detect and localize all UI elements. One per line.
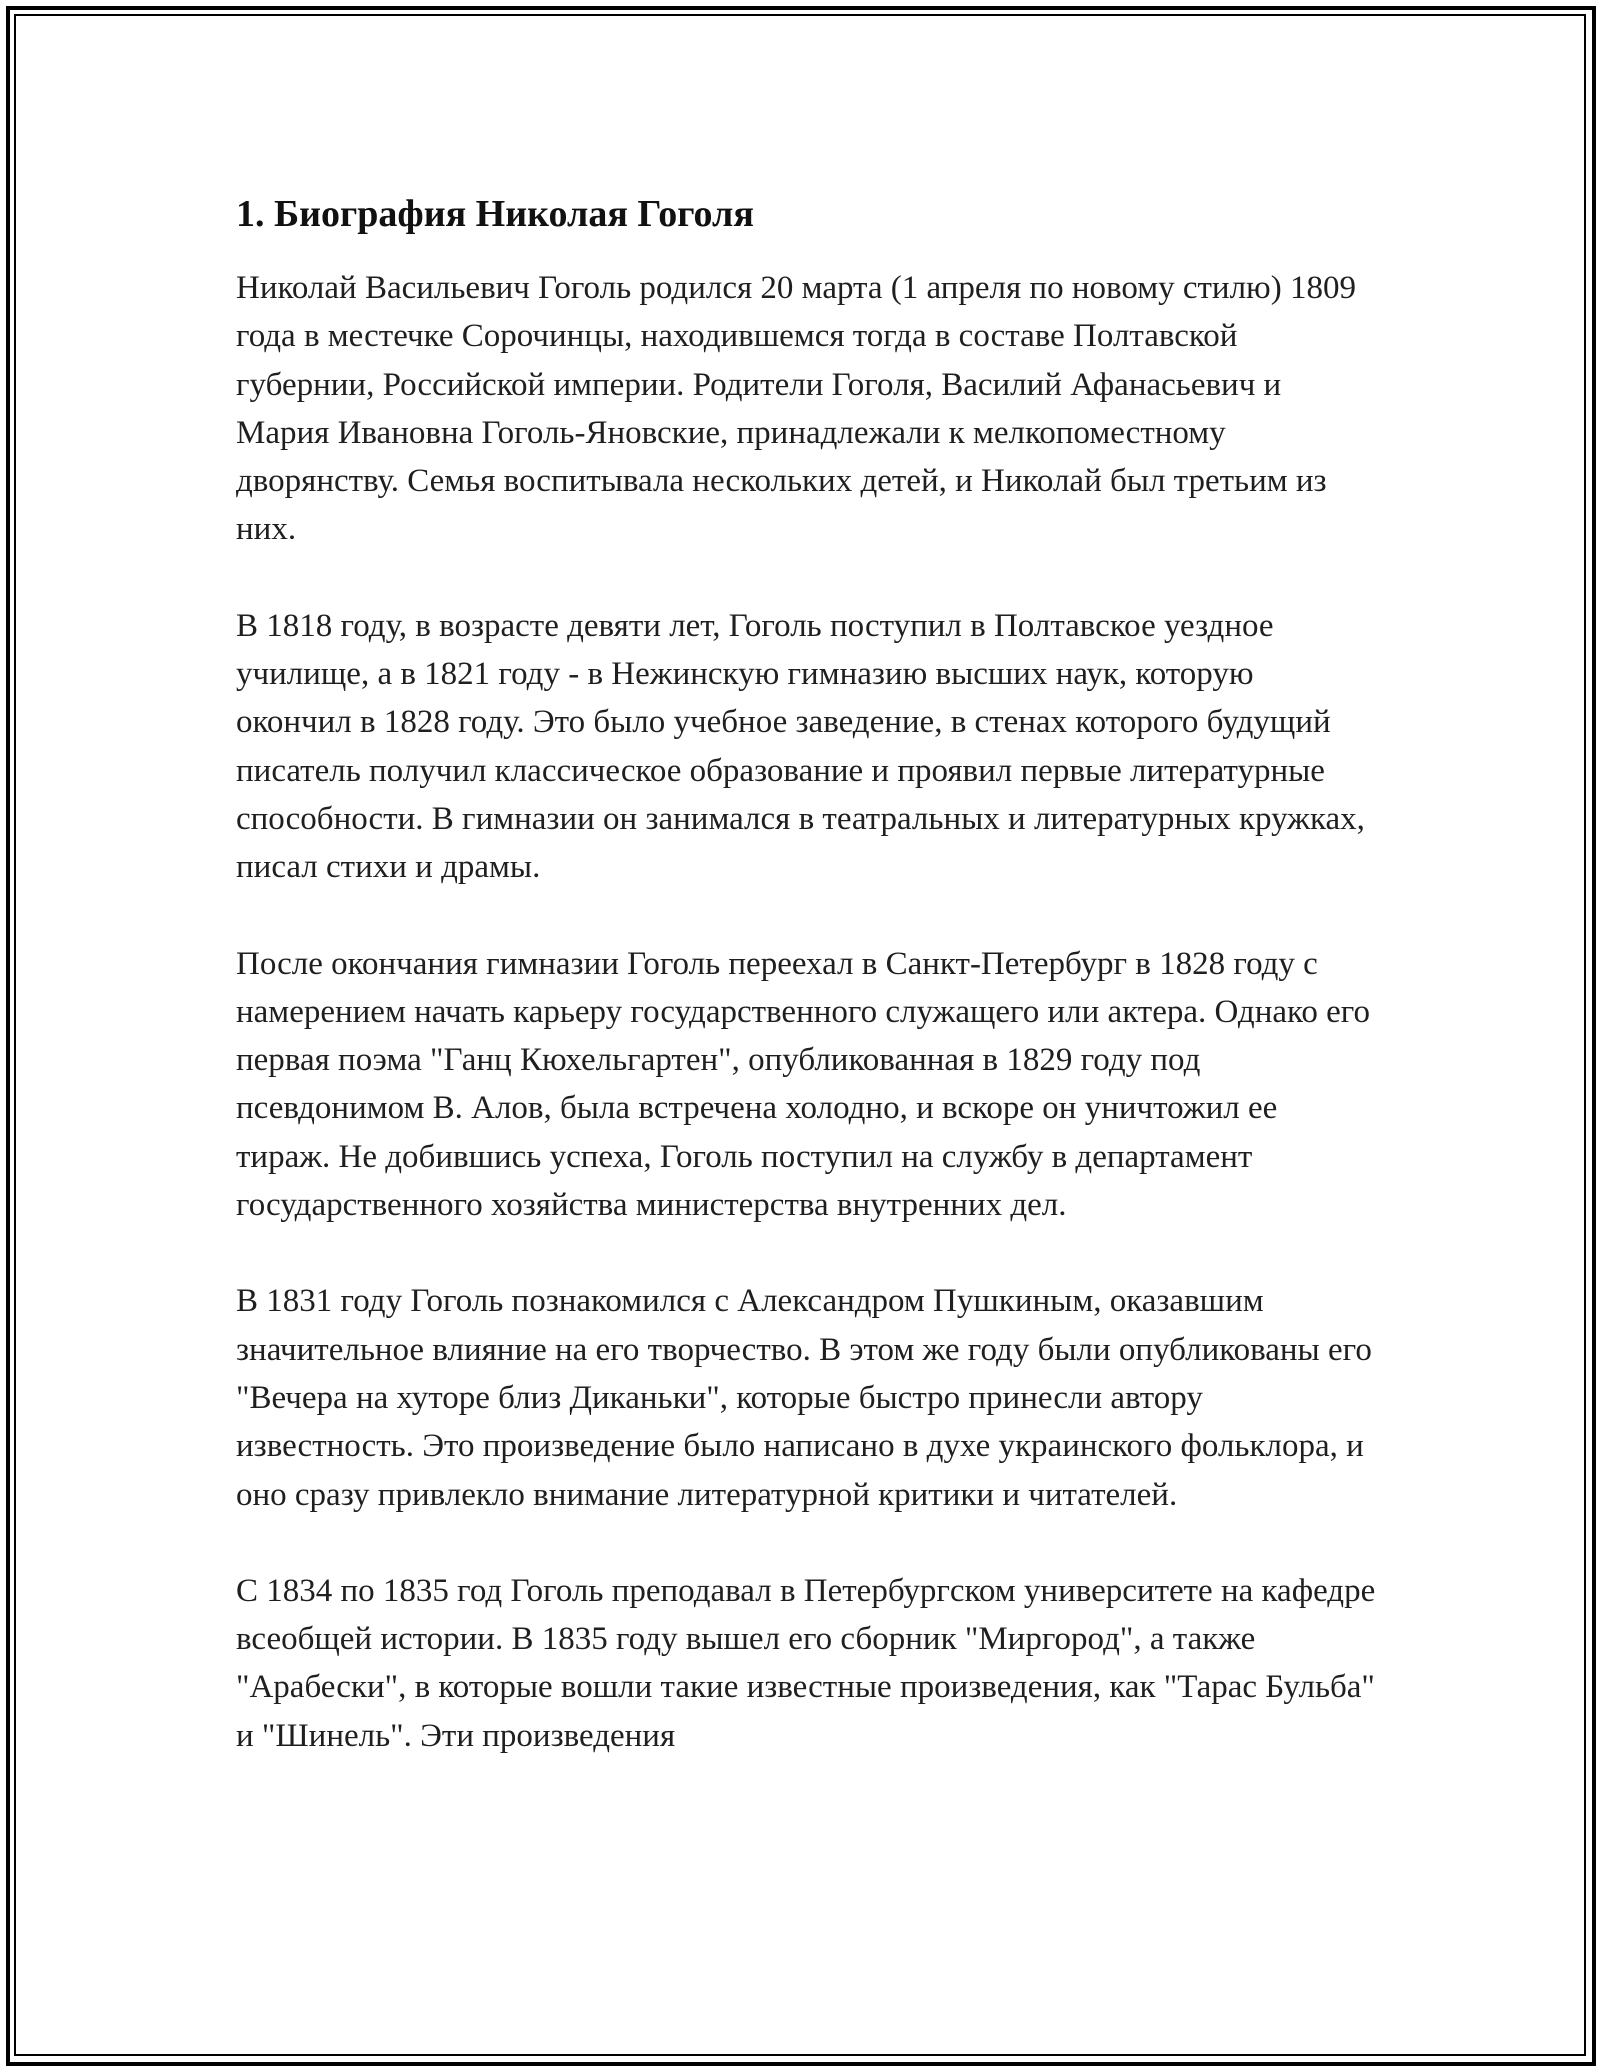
paragraph-university: С 1834 по 1835 год Гоголь преподавал в Петербургском университете на кафедре всеобщей истории. В 1835 году вышел его сборник "Миргород", а также "Арабески", в которые вошли такие известные произведения, как "Тарас Бульба" и "Шинель". Эти произведения	[236, 1572, 1376, 1754]
document-body	[236, 190, 1376, 1808]
paragraph-birth: Николай Васильевич Гоголь родился 20 марта (1 апреля по новому стилю) 1809 года в местечке Сорочинцы, находившемся тогда в составе Полтавской губернии, Российской империи. Родители Гоголя, Василий Афанасьевич и Мария Ивановна Гоголь-Яновские, принадлежали к мелкопоместному дворянству. Семья воспитывала нескольких детей, и Николай был третьим из них.	[236, 270, 1356, 548]
paragraph-petersburg: После окончания гимназии Гоголь переехал в Санкт-Петербург в 1828 году с намерением начать карьеру государственного служащего или актера. Однако его первая поэма "Ганц Кюхельгартен", опубликованная в 1829 году под псевдонимом В. Алов, была встречена холодно, и вскоре он уничтожил ее тираж. Не добившись успеха, Гоголь поступил на службу в департамент государственного хозяйства министерства внутренних дел.	[236, 945, 1370, 1224]
paragraph-education: В 1818 году, в возрасте девяти лет, Гоголь поступил в Полтавское уездное училище, а в 1821 году - в Нежинскую гимназию высших наук, которую окончил в 1828 году. Это было учебное заведение, в стенах которого будущий писатель получил классическое образование и проявил первые литературные способности. В гимназии он занимался в театральных и литературных кружках, писал стихи и драмы.	[236, 607, 1365, 886]
section-heading: 1. Биография Николая Гоголя	[236, 193, 754, 235]
paragraph-pushkin: В 1831 году Гоголь познакомился с Александром Пушкиным, оказавшим значительное влияние на его творчество. В этом же году были опубликованы его "Вечера на хуторе близ Диканьки", которые быстро принесли автору известность. Это произведение было написано в духе украинского фольклора, и оно сразу привлекло внимание литературной критики и читателей.	[236, 1283, 1372, 1513]
